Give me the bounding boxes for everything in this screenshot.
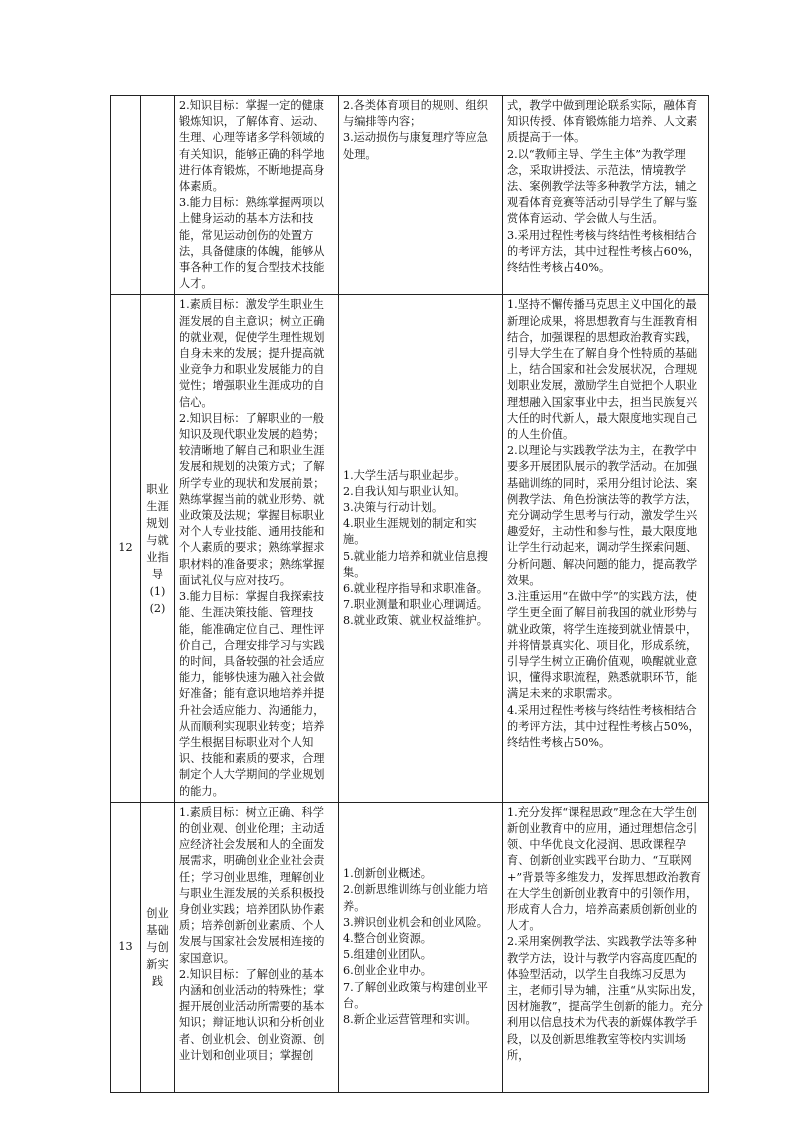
content-item: 2.各类体育项目的规则、组织与编排等内容； — [343, 99, 488, 129]
content-item: 7.了解创业政策与构建创业平台。 — [343, 980, 488, 1010]
content-item: 3.运动损伤与康复理疗等应急处理。 — [343, 131, 488, 161]
course-name-cell — [141, 96, 175, 295]
method-item: 2.以理论与实践教学法为主，在教学中要多开展团队展示的教学活动。在加强基础训练的同时，采用分组讨论法、案例教学法、角色扮演法等的教学方法，充分调动学生思考与行动，激发学生兴趣爱好，主动性和参与性，最大限度地让学生行动起来，调动学生探索问题、分析问题、解决问题的能力，提高教学效果。 — [507, 444, 698, 587]
content-item: 8.新企业运营管理和实训。 — [343, 1013, 477, 1027]
methods-cell — [503, 802, 709, 1092]
objective-item: 3.能力目标：熟练掌握两项以上健身运动的基本方法和技能，常见运动创伤的处置方法，具备健康的体魄，能够从事各种工作的复合型技术技能人才。 — [179, 196, 325, 291]
method-item: 4.采用过程性考核与终结性考核相结合的考评方法，其中过程性考核占50%，终结性考核占50%。 — [507, 703, 700, 749]
content-item: 3.决策与行动计划。 — [343, 500, 444, 514]
methods-cell — [503, 96, 709, 295]
course-number-cell: 12 — [111, 295, 141, 802]
content-item: 1.大学生活与职业起步。 — [343, 468, 466, 482]
method-item: 2.采用案例教学法、实践教学法等多种教学方法，设计与教学内容高度匹配的体验型活动，以学生自我练习反思为主，老师引导为辅，注重“从实际出发，因材施教”，提高学生创新的能力。充分利用以信息技术为代表的新媒体教学手段，以及创新思维教室等校内实训场所， — [507, 935, 703, 1062]
content-item: 4.整合创业资源。 — [343, 932, 432, 946]
table-row-13 — [111, 802, 709, 1092]
curriculum-table — [110, 95, 709, 1093]
content-item: 7.职业测量和职业心理调适。 — [343, 598, 488, 612]
table-row-12 — [111, 295, 709, 802]
content-item: 5.就业能力培养和就业信息搜集。 — [343, 549, 488, 579]
content-item: 5.组建创业团队。 — [343, 948, 432, 962]
content-item: 4.职业生涯规划的制定和实施。 — [343, 517, 477, 547]
content-item: 2.自我认知与职业认知。 — [343, 484, 466, 498]
objective-item: 2.知识目标：了解职业的一般知识及现代职业发展的趋势；较清晰地了解自己和职业生涯发展和规划的决策方式；了解所学专业的现状和发展前景；熟练掌握当前的就业形势、就业政策及法规；掌握目标职业对个人专业技能、通用技能和个人素质的要求；熟练掌握求职材料的准备要求；熟练掌握面试礼仪与应对技巧。 — [179, 411, 325, 587]
content-item: 6.创业企业申办。 — [343, 964, 432, 978]
course-number-cell: 13 — [111, 802, 141, 1092]
method-item: 1.充分发挥“课程思政”理念在大学生创新创业教育中的应用，通过理想信念引领、中华优良文化浸润、思政课程孕育、创新创业实践平台助力、“互联网+”背景等多维发力，发挥思想政治教育在大学生创新创业教育中的引领作用，形成育人合力，培养高素质创新创业的人才。 — [507, 805, 702, 933]
content-item: 6.就业程序指导和求职准备。 — [343, 581, 488, 595]
contents-cell — [339, 96, 503, 295]
content-item: 1.创新创业概述。 — [343, 867, 432, 881]
method-item: 2.以“教师主导、学生主体”为教学理念，采取讲授法、示范法，情境教学法、案例教学法等多种教学方法，辅之观看体育竞赛等活动引导学生了解与鉴赏体育运动、学会做人与生活。 — [507, 147, 698, 226]
table-row-continued — [111, 96, 709, 295]
course-name-cell: 职业生涯规划与就业指导(1)(2) — [141, 295, 175, 802]
content-item: 2.创新思维训练与创业能力培养。 — [343, 883, 488, 913]
objective-item: 1.素质目标：激发学生职业生涯发展的自主意识；树立正确的就业观，促使学生理性规划自身未来的发展；提升提高就业竞争力和职业发展能力的自觉性；增强职业生涯成功的自信心。 — [179, 298, 325, 409]
objective-item: 2.知识目标：了解创业的基本内涵和创业活动的特殊性；掌握开展创业活动所需要的基本知识；辩证地认识和分析创业者、创业机会、创业资源、创业计划和创业项目；掌握创 — [179, 967, 325, 1062]
objectives-cell — [175, 295, 339, 802]
objective-item: 3.能力目标：掌握自我探索技能、生涯决策技能、管理技能，能准确定位自己、理性评价自己，合理安排学习与实践的时间，具备较强的社会适应能力，能够快速为融入社会做好准备；能有意识地培养并提升社会适应能力、沟通能力，从而顺利实现职业转变；培养学生根据目标职业对个人知识、技能和素质的要求，合理制定个人大学期间的学业规划的能力。 — [179, 590, 325, 798]
content-item: 3.辨识创业机会和创业风险。 — [343, 915, 488, 929]
method-item: 式，教学中做到理论联系实际，融体育知识传授、体育锻炼能力培养、人文素质提高于一体。 — [507, 99, 698, 145]
course-name-cell: 创业基础与创新实践 — [141, 802, 175, 1092]
objective-item: 1.素质目标：树立正确、科学的创业观、创业伦理；主动适应经济社会发展和人的全面发展需求，明确创业企业社会责任；学习创业思维，理解创业与职业生涯发展的关系积极投身创业实践；培养团队协作素质；培养创新创业素质、个人发展与国家社会发展相连接的家国意识。 — [179, 805, 325, 965]
contents-cell — [339, 295, 503, 802]
method-item: 3.采用过程性考核与终结性考核相结合的考评方法，其中过程性考核占60%，终结性考核占40%。 — [507, 228, 700, 275]
objectives-cell — [175, 96, 339, 295]
method-item: 3.注重运用“在做中学”的实践方法，使学生更全面了解目前我国的就业形势与就业政策，将学生连接到就业情景中，并将情景真实化、项目化，形成系统，引导学生树立正确价值观，唤醒就业意识，懂得求职流程，熟悉就职环节，能满足未来的求职需求。 — [507, 590, 698, 701]
contents-cell — [339, 802, 503, 1092]
objectives-cell — [175, 802, 339, 1092]
content-item: 8.就业政策、就业权益维护。 — [343, 614, 488, 628]
method-item: 1.坚持不懈传播马克思主义中国化的最新理论成果，将思想教育与生涯教育相结合，加强课程的思想政治教育实践，引导大学生在了解自身个性特质的基础上，结合国家和社会发展状况，合理规划职业发展，激励学生自觉把个人职业理想融入国家事业中去，担当民族复兴大任的时代新人，最大限度地实现自己的人生价值。 — [507, 298, 698, 442]
methods-cell — [503, 295, 709, 802]
course-number-cell — [111, 96, 141, 295]
objective-item: 2.知识目标：掌握一定的健康锻炼知识，了解体育、运动、生理、心理等诸多学科领域的有关知识，能够正确的科学地进行体育锻炼，不断地提高身体素质。 — [179, 99, 325, 194]
